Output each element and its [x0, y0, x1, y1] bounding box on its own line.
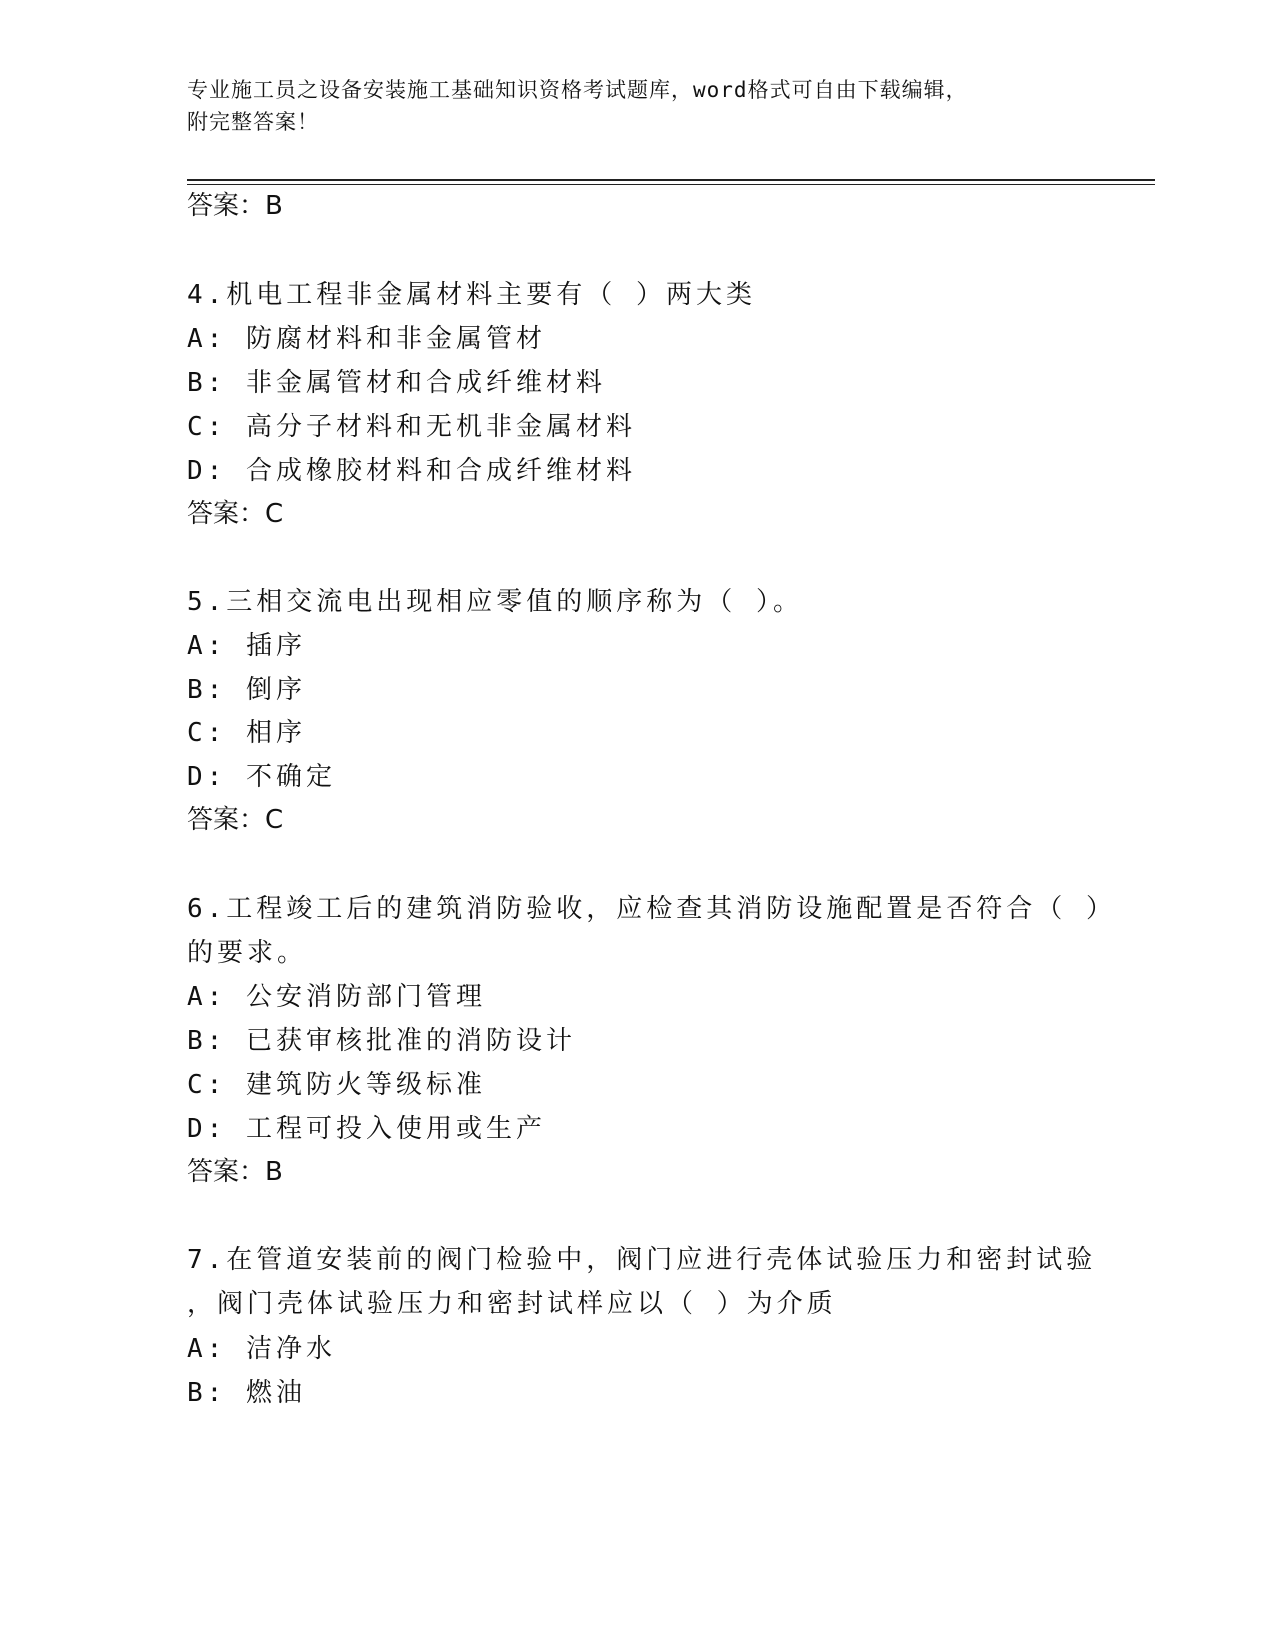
question-7-stem-line-2: ，阀门壳体试验压力和密封试样应以（ ）为介质 [187, 1289, 837, 1319]
question-5-option-b: B: 倒序 [187, 675, 306, 705]
question-5-option-a: A: 插序 [187, 631, 306, 661]
question-4-option-d: D: 合成橡胶材料和合成纤维材料 [187, 456, 636, 486]
question-7-stem-line-1: 7.在管道安装前的阀门检验中，阀门应进行壳体试验压力和密封试验 [187, 1245, 1097, 1275]
question-6-option-b: B: 已获审核批准的消防设计 [187, 1026, 576, 1056]
answer-q3: 答案：B [187, 191, 283, 221]
question-6-option-d: D: 工程可投入使用或生产 [187, 1114, 546, 1144]
question-4-option-a: A: 防腐材料和非金属管材 [187, 324, 546, 354]
question-5-option-d: D: 不确定 [187, 762, 336, 792]
question-5-stem: 5.三相交流电出现相应零值的顺序称为（ ）。 [187, 587, 803, 617]
answer-q6: 答案：B [187, 1157, 283, 1187]
answer-q4: 答案：C [187, 499, 284, 529]
document-header [187, 74, 1087, 138]
answer-q5: 答案：C [187, 805, 284, 835]
header-divider-thin [187, 184, 1155, 185]
question-7-option-b: B: 燃油 [187, 1378, 306, 1408]
question-6-option-c: C: 建筑防火等级标准 [187, 1070, 486, 1100]
question-4-option-b: B: 非金属管材和合成纤维材料 [187, 368, 606, 398]
header-line-1: 专业施工员之设备安装施工基础知识资格考试题库，word格式可自由下载编辑， [187, 78, 968, 102]
question-4-stem: 4.机电工程非金属材料主要有（ ）两大类 [187, 280, 756, 310]
question-6-stem-line-2: 的要求。 [187, 938, 308, 968]
header-divider [187, 179, 1155, 181]
question-4-option-c: C: 高分子材料和无机非金属材料 [187, 412, 636, 442]
header-line-2: 附完整答案！ [187, 110, 319, 134]
question-7-option-a: A: 洁净水 [187, 1334, 336, 1364]
question-6-option-a: A: 公安消防部门管理 [187, 982, 486, 1012]
question-5-option-c: C: 相序 [187, 718, 306, 748]
question-6-stem-line-1: 6.工程竣工后的建筑消防验收，应检查其消防设施配置是否符合（ ） [187, 894, 1116, 924]
